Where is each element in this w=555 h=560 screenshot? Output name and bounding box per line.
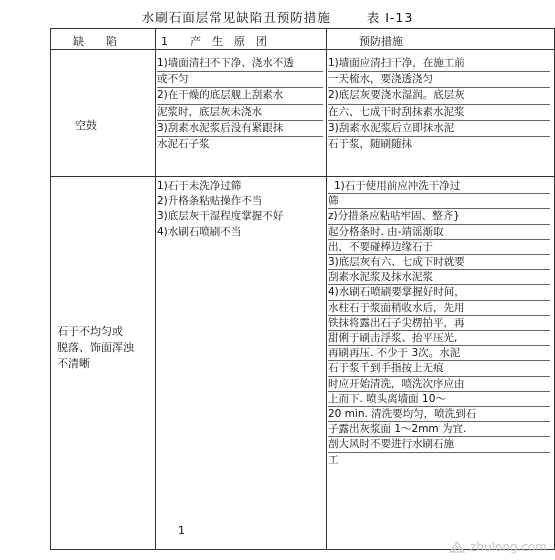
row2-prevention-line: 刮素水泥浆及抹水泥浆 [328,270,550,285]
row2-prevention-line: 剖大风时不要进行水刷石施 [328,437,550,452]
row2-defect-line: 石于不均匀或 [57,325,123,338]
row1-cause [157,56,323,152]
row2-prevention-line: 子露出灰浆面 1～2mm 为宜. [328,422,550,437]
header-prevention: 预防措施 [359,35,403,48]
row1-cause-line: 3)刮素水泥浆后没有紧跟抹 [157,121,323,137]
row2-prevention-line: 水柱石于浆面稍收水后，先用 [328,301,550,316]
row2-cause [157,179,323,240]
title-text: 水刷石面层常见缺陷丑预防措施 [141,10,331,25]
header-defect: 缺 陷 [73,35,117,48]
row2-defect-line: 脱落、饰面浑浊 [57,341,134,354]
row1-prevention-line: 一天梳水，要浇透浇匀 [328,72,550,88]
header-divider [51,49,554,50]
row2-prevention-line: 甜俐于刷击浮浆、抬平压光, [328,331,550,346]
row1-prevention-line: 在六、七成干时刮抹素水泥浆 [328,105,550,121]
row2-defect [57,324,153,372]
row2-prevention-line: 20 min. 清洗要均匀，喷洗到石 [328,407,550,422]
row2-prevention-line: 起分格条时. 由-靖谣渐取 [328,225,550,240]
row2-cause-line: 3)底层灰干湿程度掌握不好 [157,210,284,223]
row2-prevention-line: 3)底层灰有六、七成下时就要 [328,255,550,270]
row2-prevention-line: 1)石于使用前应冲洗干净过 [328,179,550,194]
row2-prevention-line: 石于浆千到手指按上无痕 [328,361,550,376]
row1-cause-line: 泥浆时，底层灰未浇水 [157,105,323,121]
row2-prevention-line: 4)水刷石喷刷要掌握好时间， [328,285,550,300]
row2-prevention-line: 上而下. 喷头离墙面 10～ [328,392,550,407]
row2-prevention [328,179,550,467]
row1-prevention-line: 1)墙面应清扫干净，在施工前 [328,56,550,72]
row1-cause-line: 水泥石子浆 [157,138,210,151]
row1-prevention-line: 3)刮素水泥浆后立即抹水泥 [328,121,550,137]
header-cause: 1 产 生 原 团 [161,35,267,48]
row1-defect: 空鼓 [75,119,97,132]
row2-prevention-line: 再刷再压. 不少于 3次。水泥 [328,346,550,361]
row2-cause-line: 1)石于未洗净过筛 [157,180,242,192]
row1-prevention [328,56,550,152]
row1-prevention-line: 石于浆，随刷随抹 [328,138,412,151]
row2-prevention-line: 筛 [328,194,550,209]
row2-prevention-line: z)分措条应粘咕牢固、整齐} [328,209,550,224]
row1-cause-line: 1)墙面清扫不下净、浇水不透 [157,56,323,72]
row2-defect-line: 不清晰 [57,357,90,370]
row2-prevention-line: 铁抹将露出石子尖楞拍平，再 [328,316,550,331]
row2-prevention-line: 出，不要碰棒边缘石于 [328,240,550,255]
footer-number: 1 [178,524,185,537]
row2-prevention-line: 工 [328,453,339,466]
row1-cause-line: 2)在干燥的底层舰上刮素水 [157,88,323,104]
watermark-text: zhulong.com [470,539,547,554]
watermark [448,540,547,555]
row-divider [51,176,554,177]
col-divider-1 [155,29,156,549]
row2-cause-line: 4)水刷石喷刷不当 [157,225,242,238]
row1-cause-line: 或不匀 [157,72,323,88]
col-divider-2 [326,29,327,549]
row1-prevention-line: 2)底层灰要浇水湿润。底层灰 [328,88,550,104]
table-number: 表 Ⅰ-13 [366,10,414,25]
row2-prevention-line: 时应开始清洗，喷洗次序应由 [328,377,550,392]
defect-table [50,28,555,550]
row2-cause-line: 2)升格条粘贴操作不当 [157,195,263,208]
watermark-logo-icon [448,540,466,554]
page-title [0,8,555,26]
